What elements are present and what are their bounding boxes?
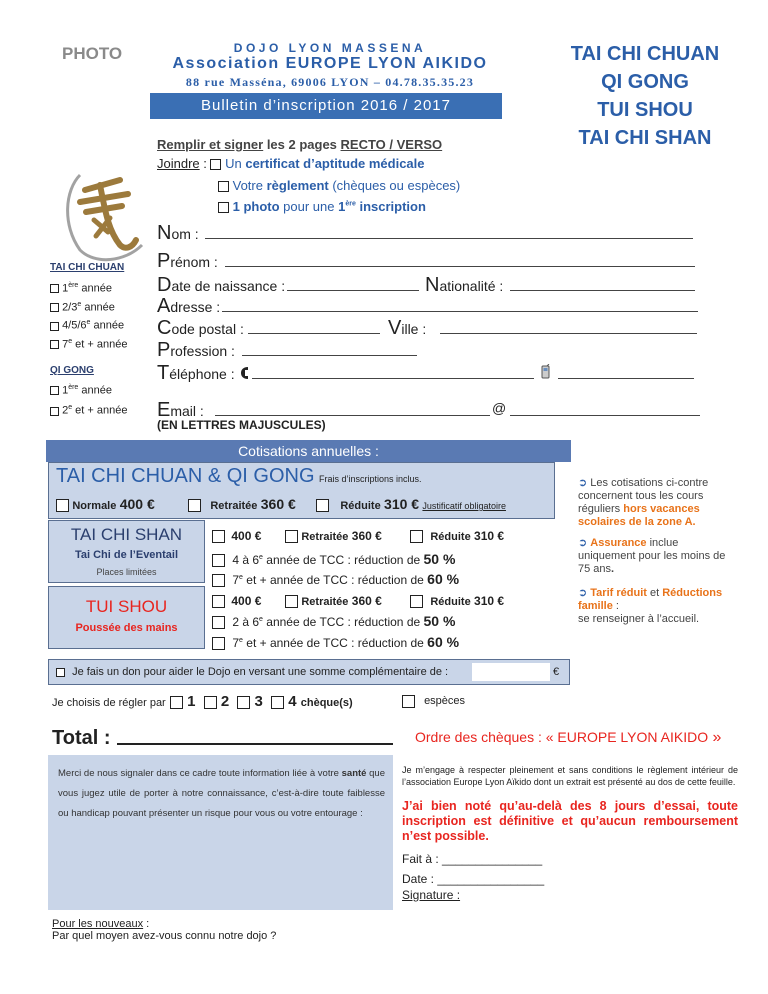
normale-price: 400 € bbox=[119, 496, 155, 512]
note-cotisations bbox=[578, 477, 730, 529]
dob-rest: ate de naissance : bbox=[171, 278, 286, 294]
shan-reduite-checkbox[interactable] bbox=[410, 530, 423, 543]
note-cotisations-b: hors vacances scolaires de la zone A. bbox=[578, 503, 700, 528]
cheque-order bbox=[415, 729, 721, 747]
tui-reduite-label: Réduite bbox=[430, 596, 471, 608]
bulletin-title: Bulletin d’inscription 2016 / 2017 bbox=[201, 97, 451, 114]
note-assurance bbox=[578, 537, 730, 576]
health-text-b: santé bbox=[341, 768, 367, 779]
tui-reduction-1-a: 2 à 6 bbox=[232, 615, 260, 629]
tcc-year-2 bbox=[50, 301, 150, 314]
qg-year-1-sup: ère bbox=[68, 383, 79, 391]
note-assurance-a: Assurance bbox=[590, 537, 647, 549]
prenom-input[interactable] bbox=[225, 266, 695, 267]
discipline-qi-gong: QI GONG bbox=[601, 71, 689, 93]
especes-label: espèces bbox=[424, 695, 466, 708]
tcc-year-4-sup: e bbox=[68, 337, 73, 345]
retraitee-label: Retraitée bbox=[210, 500, 258, 512]
certificat-checkbox[interactable] bbox=[210, 159, 221, 170]
tui-reduction-2 bbox=[212, 634, 459, 650]
don-row bbox=[56, 666, 448, 678]
qi-calligraphy-logo bbox=[50, 150, 155, 270]
payment-1-label: 1 bbox=[187, 693, 196, 710]
arrow-icon: ➲ bbox=[578, 477, 588, 489]
engagement-warning: J’ai bien noté qu’au-delà des 8 jours d’essai, toute inscription est définitive et qu’aucun remboursement n’est possible. bbox=[402, 799, 738, 843]
tcc-year-3-sup: e bbox=[86, 319, 91, 327]
reglement-checkbox[interactable] bbox=[218, 181, 229, 192]
shan-places: Places limitées bbox=[96, 567, 157, 577]
shan-subtitle: Tai Chi de l’Eventail bbox=[74, 549, 179, 561]
arrow-icon: ➲ bbox=[578, 537, 588, 549]
tcc-year-2-checkbox[interactable] bbox=[50, 303, 59, 312]
total-input[interactable] bbox=[117, 743, 393, 745]
join-line-1 bbox=[157, 156, 425, 171]
payment-2-checkbox[interactable] bbox=[204, 696, 217, 709]
tui-reduite-checkbox[interactable] bbox=[410, 595, 423, 608]
signature-field[interactable]: Signature : bbox=[402, 888, 461, 902]
telephone-input[interactable] bbox=[252, 378, 534, 379]
ville-input[interactable] bbox=[440, 333, 697, 334]
tui-reduction-2-a: 7 bbox=[232, 636, 240, 650]
shan-retraitee-price: 360 € bbox=[351, 529, 382, 543]
nationalite-rest: ationalité : bbox=[439, 278, 504, 294]
nom-input[interactable] bbox=[205, 238, 693, 239]
tcc-year-4-num: 7 bbox=[62, 338, 69, 351]
profession-initial: P bbox=[157, 339, 171, 361]
tcc-year-2-suf: année bbox=[81, 301, 115, 314]
reglement-text-a: Votre bbox=[232, 178, 267, 193]
tcc-qg-note: Frais d’inscriptions inclus. bbox=[319, 474, 422, 484]
discipline-tai-chi-chuan: TAI CHI CHUAN bbox=[570, 43, 720, 65]
health-text bbox=[58, 764, 385, 824]
shan-reduction-1-checkbox[interactable] bbox=[212, 554, 225, 567]
tui-reduction-2-checkbox[interactable] bbox=[212, 637, 225, 650]
payment-4-label: 4 bbox=[288, 693, 297, 710]
association-name: Association EUROPE LYON AIKIDO bbox=[172, 55, 488, 72]
note-tarif-d: : bbox=[612, 600, 619, 612]
shan-reduction-2 bbox=[212, 571, 459, 587]
association-address: 88 rue Masséna, 69006 LYON – 04.78.35.35.23 bbox=[185, 75, 475, 89]
shan-reduction-2-b: et + année de TCC : réduction de bbox=[242, 573, 428, 587]
cp-label bbox=[157, 317, 244, 340]
email-input-domain[interactable] bbox=[510, 415, 700, 416]
tui-reduction-2-pct: 60 % bbox=[427, 634, 460, 650]
discipline-tai-chi-shan: TAI CHI SHAN bbox=[578, 127, 712, 149]
ville-label bbox=[388, 317, 426, 340]
join-line-3 bbox=[218, 199, 426, 214]
reduite-label: Réduite bbox=[340, 500, 381, 512]
qg-year-2-checkbox[interactable] bbox=[50, 407, 59, 416]
shan-reduite-price: 310 € bbox=[474, 529, 505, 543]
tui-reduction-2-b: et + année de TCC : réduction de bbox=[242, 636, 428, 650]
caps-note: (EN LETTRES MAJUSCULES) bbox=[157, 418, 326, 432]
tcc-year-4-checkbox[interactable] bbox=[50, 340, 59, 349]
profession-input[interactable] bbox=[242, 355, 417, 356]
tcc-year-4 bbox=[50, 338, 150, 351]
fill-instruction bbox=[157, 137, 442, 152]
cp-input[interactable] bbox=[248, 333, 380, 334]
shan-retraitee-label: Retraitée bbox=[301, 531, 349, 543]
nom-rest: om : bbox=[171, 226, 199, 242]
note-tarif-a: Tarif réduit bbox=[590, 587, 647, 599]
tui-400-checkbox[interactable] bbox=[212, 595, 225, 608]
photo-label: PHOTO bbox=[62, 44, 123, 63]
reglement-text-b: règlement bbox=[266, 178, 329, 193]
don-checkbox[interactable] bbox=[56, 668, 65, 677]
cotisations-title: Cotisations annuelles : bbox=[238, 443, 379, 459]
shan-reduction-2-checkbox[interactable] bbox=[212, 574, 225, 587]
tui-reduction-2-sup: e bbox=[239, 637, 243, 644]
shan-title: TAI CHI SHAN bbox=[70, 525, 183, 544]
cheque-order-b: EUROPE LYON AIKIDO bbox=[557, 729, 709, 745]
shan-reduction-1-pct: 50 % bbox=[423, 551, 456, 567]
mobile-phone-icon bbox=[540, 364, 552, 380]
payment-4-checkbox[interactable] bbox=[271, 696, 284, 709]
photo-text-c: 1 bbox=[338, 199, 346, 214]
adresse-input[interactable] bbox=[222, 311, 698, 312]
qg-year-1-checkbox[interactable] bbox=[50, 386, 59, 395]
don-euro: € bbox=[553, 666, 560, 678]
shan-reduite-label: Réduite bbox=[430, 531, 471, 543]
tui-reduction-1-checkbox[interactable] bbox=[212, 616, 225, 629]
join-label: Joindre bbox=[157, 156, 200, 171]
especes-checkbox[interactable] bbox=[402, 695, 415, 708]
note-cotisations-a: Les cotisations ci-contre concernent tous les cours réguliers bbox=[578, 477, 709, 515]
dob-initial: D bbox=[157, 274, 172, 296]
shan-reduction-2-pct: 60 % bbox=[427, 571, 460, 587]
tcc-year-3-checkbox[interactable] bbox=[50, 322, 59, 331]
payment-3-checkbox[interactable] bbox=[237, 696, 250, 709]
profession-rest: rofession : bbox=[170, 343, 235, 359]
retraitee-checkbox[interactable] bbox=[188, 499, 201, 512]
tui-retraitee-checkbox[interactable] bbox=[285, 595, 298, 608]
note-assurance-c: . bbox=[611, 563, 615, 575]
tcc-year-1-suf: année bbox=[78, 282, 112, 295]
qg-title: QI GONG bbox=[50, 364, 94, 376]
nom-initial: N bbox=[157, 222, 172, 244]
qg-year-1-num: 1 bbox=[62, 384, 69, 397]
health-text-a: Merci de nous signaler dans ce cadre toute information liée à votre bbox=[58, 768, 342, 779]
dob-input[interactable] bbox=[287, 290, 419, 291]
tcc-year-3 bbox=[50, 319, 150, 332]
note-assurance-b: inclue uniquement pour les moins de 75 ans bbox=[578, 537, 726, 575]
telephone-initial: T bbox=[157, 362, 170, 384]
nom-label bbox=[157, 222, 199, 245]
tcc-year-4-suf: et + année bbox=[72, 338, 128, 351]
fill-mid: les 2 pages bbox=[263, 137, 341, 152]
note-tarif-e: se renseigner à l’accueil. bbox=[578, 613, 700, 625]
dob-label bbox=[157, 274, 285, 297]
shan-400-checkbox[interactable] bbox=[212, 530, 225, 543]
health-text-c: que vous jugez utile de porter à notre connaissance, c’est-à-dire toute faiblesse ou handicap pouvant présenter un risque pour vous ou votre entourage : bbox=[58, 768, 385, 819]
tui-subtitle: Poussée des mains bbox=[75, 622, 178, 634]
nationalite-label bbox=[425, 274, 503, 297]
note-tarif bbox=[578, 587, 730, 626]
photo-text-sup: ère bbox=[345, 200, 356, 208]
cp-initial: C bbox=[157, 317, 172, 339]
telephone-label bbox=[157, 362, 235, 385]
disciplines-list bbox=[540, 40, 750, 152]
tui-retraitee-price: 360 € bbox=[351, 594, 382, 608]
email-at: @ bbox=[492, 400, 507, 416]
new-members-colon: : bbox=[143, 918, 150, 930]
reduite-checkbox[interactable] bbox=[316, 499, 329, 512]
note-tarif-b: et bbox=[646, 587, 663, 599]
new-members-question: Par quel moyen avez-vous connu notre dojo ? bbox=[52, 930, 277, 942]
shan-price-row bbox=[212, 529, 261, 543]
reduite-price: 310 € bbox=[384, 496, 420, 512]
tui-reduction-1 bbox=[212, 613, 455, 629]
certificat-text-b: certificat d’aptitude médicale bbox=[245, 156, 425, 171]
normale-checkbox[interactable] bbox=[56, 499, 69, 512]
photo-checkbox[interactable] bbox=[218, 202, 229, 213]
qg-year-2-sup: e bbox=[68, 404, 73, 412]
ville-initial: V bbox=[388, 317, 402, 339]
mobile-input[interactable] bbox=[558, 378, 694, 379]
tcc-year-2-num: 2/3 bbox=[62, 301, 78, 314]
date-field[interactable]: Date : ________________ bbox=[402, 872, 545, 886]
tui-reduite-price: 310 € bbox=[474, 594, 505, 608]
payment-3-label: 3 bbox=[254, 693, 263, 710]
total-label: Total : bbox=[52, 727, 111, 749]
profession-label bbox=[157, 339, 235, 362]
fill-prefix: Remplir et signer bbox=[157, 137, 264, 152]
photo-text-b: pour une bbox=[279, 199, 339, 214]
cp-rest: ode postal : bbox=[171, 321, 244, 337]
nationalite-initial: N bbox=[425, 274, 440, 296]
tcc-qg-retraitee bbox=[188, 496, 296, 512]
shan-reduction-1 bbox=[212, 551, 455, 567]
dojo-name: DOJO LYON MASSENA bbox=[233, 41, 427, 55]
tcc-year-1-num: 1 bbox=[62, 282, 69, 295]
telephone-rest: éléphone : bbox=[169, 366, 235, 382]
tui-price-row bbox=[212, 594, 261, 608]
shan-retraitee-row bbox=[285, 529, 382, 543]
qg-year-2-suf: et + année bbox=[72, 404, 128, 417]
join-sep: : bbox=[199, 156, 211, 171]
fait-a[interactable]: Fait à : _______________ bbox=[402, 852, 543, 866]
email-rest: mail : bbox=[170, 403, 204, 419]
justificatif-note: Justificatif obligatoire bbox=[422, 501, 506, 511]
email-input-user[interactable] bbox=[215, 415, 490, 416]
tcc-year-1-sup: ère bbox=[68, 282, 79, 289]
payment-1-checkbox[interactable] bbox=[170, 696, 183, 709]
tcc-year-1 bbox=[50, 282, 150, 295]
shan-reduction-1-sup: e bbox=[259, 554, 263, 561]
payment-2-label: 2 bbox=[220, 693, 230, 710]
discipline-tui-shou: TUI SHOU bbox=[597, 99, 693, 121]
phone-icon bbox=[240, 366, 250, 380]
certificat-text-a: Un bbox=[225, 156, 246, 171]
prenom-label bbox=[157, 250, 218, 273]
payment-cheques-label: chèque(s) bbox=[300, 697, 353, 709]
don-amount-input[interactable] bbox=[472, 663, 550, 681]
notes-column bbox=[578, 477, 730, 626]
tcc-title: TAI CHI CHUAN bbox=[50, 262, 125, 273]
note-tarif-c: Réductions famille bbox=[578, 587, 723, 612]
shan-reduction-1-a: 4 à 6 bbox=[232, 553, 260, 567]
tcc-qg-prices bbox=[56, 496, 155, 512]
tui-reduction-1-b: année de TCC : réduction de bbox=[262, 615, 424, 629]
tui-title: TUI SHOU bbox=[85, 597, 168, 616]
adresse-rest: dresse : bbox=[170, 299, 221, 315]
tcc-year-2-sup: e bbox=[77, 300, 82, 308]
qg-year-1 bbox=[50, 384, 150, 397]
shan-reduction-2-a: 7 bbox=[232, 573, 240, 587]
normale-label: Normale bbox=[72, 500, 117, 512]
cheque-order-c: » bbox=[708, 729, 722, 746]
arrow-icon: ➲ bbox=[578, 587, 588, 599]
shan-retraitee-checkbox[interactable] bbox=[285, 530, 298, 543]
tui-reduction-1-sup: e bbox=[259, 616, 263, 623]
tui-retraitee-row bbox=[285, 594, 382, 608]
prenom-initial: P bbox=[157, 250, 171, 272]
payment-row bbox=[52, 697, 166, 709]
join-line-2 bbox=[218, 178, 460, 193]
don-text: Je fais un don pour aider le Dojo en versant une somme complémentaire de : bbox=[72, 666, 449, 678]
qg-year-2 bbox=[50, 404, 150, 417]
tcc-year-1-checkbox[interactable] bbox=[50, 284, 59, 293]
tui-400-label: 400 € bbox=[231, 594, 262, 608]
photo-text-d: inscription bbox=[355, 199, 426, 214]
tcc-year-3-suf: année bbox=[90, 319, 125, 332]
reglement-text-c: (chèques ou espèces) bbox=[328, 178, 461, 193]
adresse-label bbox=[157, 295, 220, 318]
left-categories bbox=[50, 262, 150, 417]
tcc-year-3-num: 4/5/6 bbox=[62, 319, 87, 332]
shan-400-label: 400 € bbox=[231, 529, 262, 543]
qg-year-1-suf: année bbox=[78, 384, 112, 397]
adresse-initial: A bbox=[157, 295, 171, 317]
payment-especes bbox=[402, 695, 465, 708]
new-members bbox=[52, 918, 276, 942]
tui-retraitee-label: Retraitée bbox=[301, 596, 349, 608]
shan-reduite-row bbox=[410, 529, 504, 543]
tcc-qg-reduite bbox=[316, 496, 506, 512]
qg-year-2-num: 2 bbox=[62, 404, 69, 417]
tui-label-box bbox=[48, 586, 205, 649]
shan-reduction-1-b: année de TCC : réduction de bbox=[262, 553, 424, 567]
ville-rest: ille : bbox=[401, 321, 427, 337]
fill-suffix: RECTO / VERSO bbox=[340, 137, 443, 152]
tui-reduite-row bbox=[410, 594, 504, 608]
tcc-qg-title-text: TAI CHI CHUAN & QI GONG bbox=[56, 465, 315, 487]
payment-label: Je choisis de régler par bbox=[52, 697, 166, 709]
email-initial: E bbox=[157, 399, 171, 421]
retraitee-price: 360 € bbox=[260, 496, 296, 512]
photo-text-a: 1 photo bbox=[232, 199, 280, 214]
engagement-text: Je m’engage à respecter pleinement et sans conditions le règlement intérieur de l’association Europe Lyon Aïkido dont un extrait est présenté au dos de cette feuille. bbox=[402, 765, 738, 787]
prenom-rest: rénom : bbox=[170, 254, 218, 270]
tcc-qg-title bbox=[56, 465, 422, 488]
cheque-order-a: Ordre des chèques : « bbox=[415, 729, 558, 745]
shan-reduction-2-sup: e bbox=[239, 574, 243, 581]
new-members-title: Pour les nouveaux bbox=[52, 918, 144, 930]
tui-reduction-1-pct: 50 % bbox=[423, 613, 456, 629]
nationalite-input[interactable] bbox=[510, 290, 695, 291]
payment-options bbox=[170, 693, 353, 710]
